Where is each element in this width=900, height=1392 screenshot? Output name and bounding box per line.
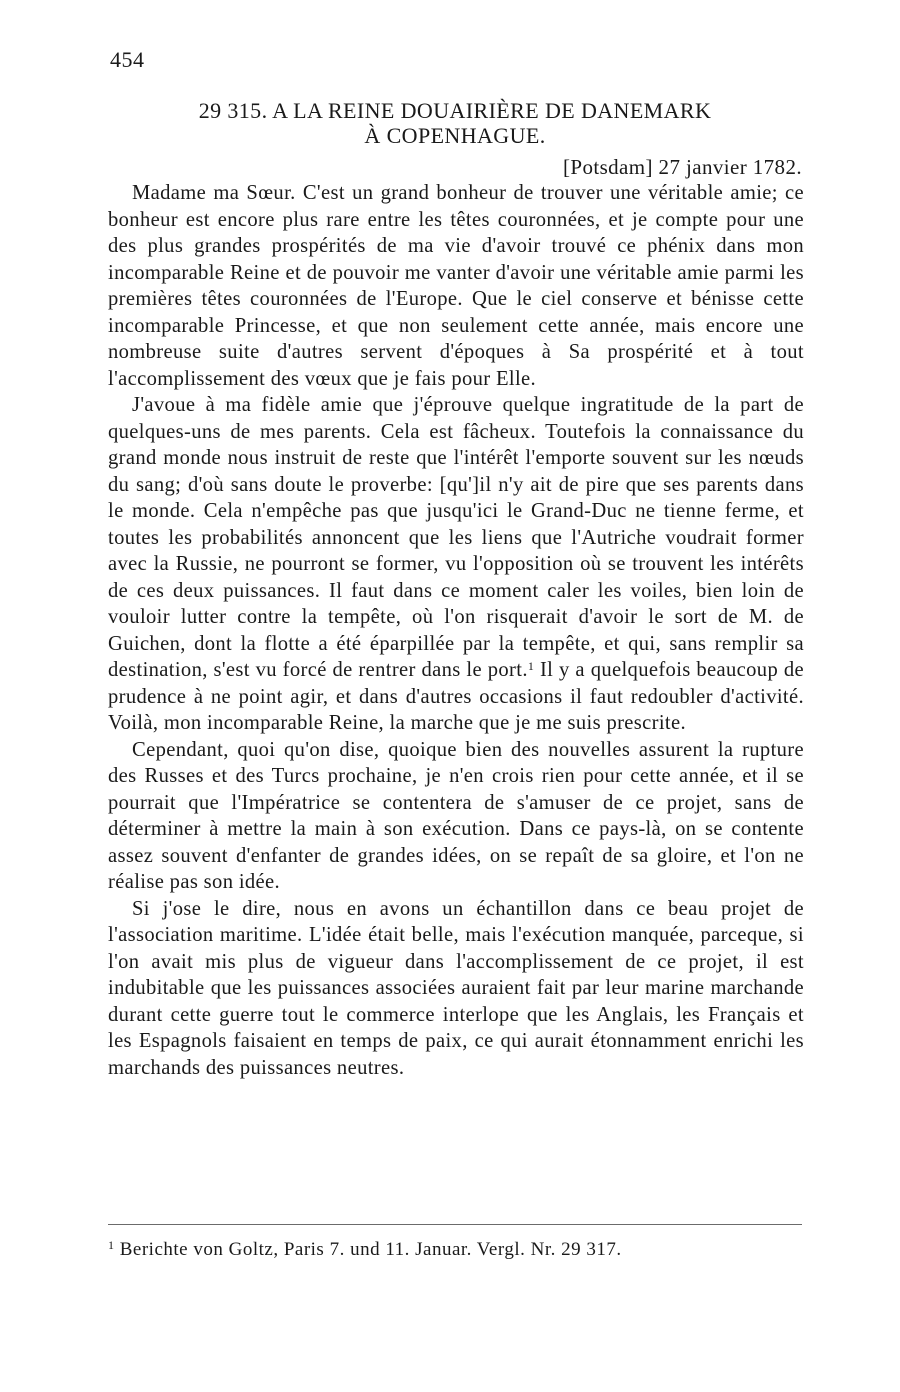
paragraph-2-text: J'avoue à ma fidèle amie que j'éprouve quelque ingratitude de la part de quelques-uns de mes parents. Cela est fâcheux. Toutefois la connaissance du grand monde nous instruit de reste que l'intérêt l'emporte souvent sur les nœuds du sang; d'où sans doute le proverbe: [qu']il n'y ait de pire que ses parents dans le monde. Cela n'empêche pas que jusqu'ici le Grand-Duc ne tienne ferme, et toutes les probabilités annoncent que les liens que l'Autriche voudrait former avec la Russie, ne pourront se former, vu l'opposition où se trouvent les intérêts de ces deux puissances. Il faut dans ce moment caler les voiles, bien loin de vouloir lutter contre la tempête, où l'on risquerait d'avoir le sort de M. de Guichen, dont la flotte a été éparpillée par la tempête, et qui, sans remplir sa destination, s'est vu forcé de rentrer dans le port. — [108, 394, 804, 681]
footnote — [108, 1237, 802, 1263]
paragraph-1: Madame ma Sœur. C'est un grand bonheur de trouver une véritable amie; ce bonheur est encore plus rare entre les têtes couronnées, et je compte pour une des plus grandes prospérités de ma vie d'avoir trouvé ce phénix dans mon incomparable Reine et de pouvoir me vanter d'avoir une véritable amie parmi les premières têtes couronnées de l'Europe. Que le ciel conserve et bénisse cette incomparable Princesse, et que non seulement cette année, mais encore une nombreuse suite d'autres servent d'époques à Sa prospérité et à tout l'accomplissement des vœux que je fais pour Elle. — [108, 182, 804, 390]
page-number: 454 — [110, 47, 145, 72]
paragraph-2-continuation: Il y a quelquefois beaucoup de prudence à ne point agir, et dans d'autres occasions il faut redoubler d'activité. Voilà, mon incomparable Reine, la marche que je me suis prescrite. — [108, 659, 805, 734]
letter-dateline: [Potsdam] 27 janvier 1782. — [562, 155, 802, 179]
letter-title: 29 315. A LA REINE DOUAIRIÈRE DE DANEMARK — [198, 98, 712, 123]
footnote-text: Berichte von Goltz, Paris 7. und 11. Januar. Vergl. Nr. 29 317. — [119, 1239, 622, 1260]
paragraph-3: Cependant, quoi qu'on dise, quoique bien des nouvelles assurent la rupture des Russes et des Turcs prochaine, je n'en crois rien pour cette année, et il se pourrait que l'Impératrice se contentera de s'amuser de ce projet, sans de déterminer à mettre la main à son exécution. Dans ce pays-là, on se contente assez souvent d'enfanter de grandes idées, on se repaît de sa gloire, et l'on ne réalise pas son idée. — [108, 738, 804, 893]
paragraph-4: Si j'ose le dire, nous en avons un échantillon dans ce beau projet de l'association maritime. L'idée était belle, mais l'exécution manquée, parceque, si l'on avait mis plus de vigueur dans l'accomplissement de ce projet, il est indubitable que les puissances associées auraient fait par leur marine marchande durant cette guerre tout le commerce interlope que les Anglais, les Français et les Espagnols faisaient en temps de paix, ce qui aurait étonnamment enrichi les marchands des puissances neutres. — [108, 897, 804, 1079]
footnote-marker: 1 — [108, 1238, 115, 1252]
letter-title-destination: À COPENHAGUE. — [364, 123, 546, 148]
letter-body — [108, 180, 804, 1081]
footnote-divider — [108, 1224, 802, 1225]
footnote-reference[interactable]: 1 — [527, 659, 535, 673]
paragraph-2 — [108, 392, 804, 737]
